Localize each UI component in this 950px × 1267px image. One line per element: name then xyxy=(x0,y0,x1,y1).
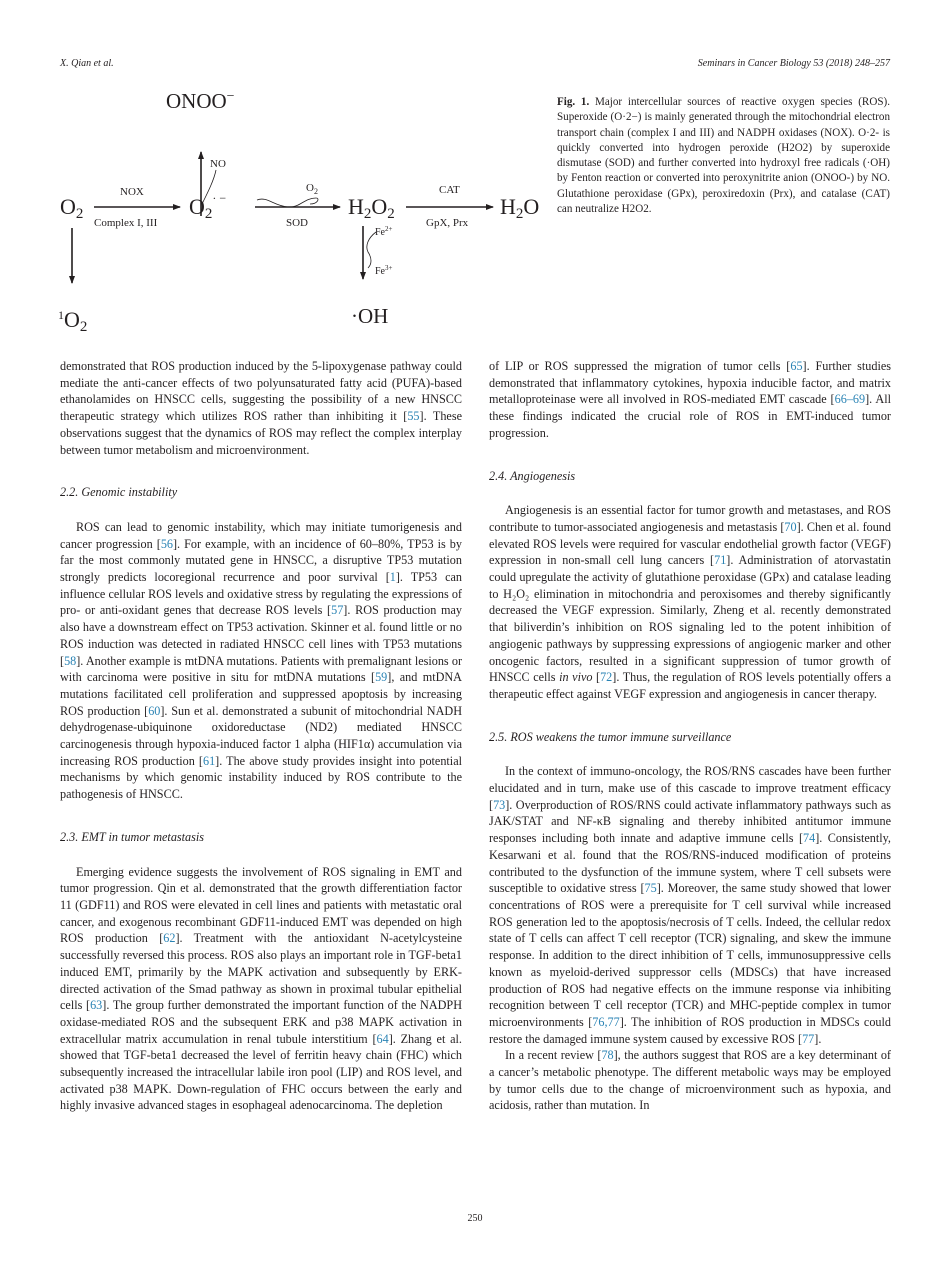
right-column xyxy=(489,358,891,1114)
label-fe3: $Fe^{3+}$ xyxy=(375,264,393,277)
section-heading-2-2: 2.2. Genomic instability xyxy=(60,485,178,500)
paragraph: demonstrated that ROS production induced by the 5-lipoxygenase pathway could mediate the anti-cancer effects of two polyunsaturated fatty acid (PUFA)-based ethanolamides on HNSCC cells, suggesting the possibility of a new HNSCC therapeutic strategy which utilizes ROS rather than inhibiting it [55]. These observations suggest that the dynamics of ROS may reflect the complex interplay between tumor metabolism and microenvironment. xyxy=(60,359,462,457)
citation-link[interactable]: 63 xyxy=(90,998,103,1013)
label-gpx-prx: GpX, Prx xyxy=(426,217,469,229)
label-fe2: $Fe^{2+}$ xyxy=(375,225,393,238)
section-heading-2-4: 2.4. Angiogenesis xyxy=(489,468,576,483)
node-h2o: H2O xyxy=(500,194,540,222)
figure-caption xyxy=(557,95,890,217)
running-header-authors: X. Qian et al. xyxy=(60,58,114,69)
paragraph: Angiogenesis is an essential factor for tumor growth and metastases, and ROS contribute to tumor-associated angiogenesis and metastasis [70]. Chen et al. found elevated ROS levels were required for vascular endothelial growth factor (VEGF) expression in non-small cell lung cancers [71]. Administration of atorvastatin could upregulate the activity of glutathione peroxidase (GPx) and catalase leading to H₂O₂ elimination in mitochondria and peroxisomes and thereby significantly decreased the VEGF expression. Similarly, Zheng et al. recently demonstrated that biliverdin’s inhibition on ROS signaling led to the potent inhibition of angiogenic pathways by suppressing expressions of angiogenic marker and other oncogenic factors, resulted in a significant suppression of tumor growth of HNSCC cells in vivo [72]. Thus, the regulation of ROS levels potentially offers a therapeutic effect against VEGF expression and angiogenesis in cancer therapy. xyxy=(489,503,891,701)
node-singlet-o2: $^1$O2 xyxy=(58,307,88,335)
citation-link[interactable]: 58 xyxy=(64,653,77,668)
node-hydroxyl: ·OH xyxy=(351,304,389,328)
citation-link[interactable]: 55 xyxy=(407,409,420,424)
citation-link[interactable]: 59 xyxy=(375,670,388,685)
citation-link[interactable]: 57 xyxy=(331,603,344,618)
paragraph: of LIP or ROS suppressed the migration of tumor cells [65]. Further studies demonstrated that inflammatory cytokines, hypoxia inducible factor, and matrix metalloproteinase were all involved in ROS-mediated EMT cascade [66–69]. All these findings indicated the crucial role of ROS in EMT-induced tumor progression. xyxy=(489,359,891,440)
citation-link[interactable]: 64 xyxy=(376,1031,389,1046)
label-no: NO xyxy=(210,158,226,170)
paragraph: ROS can lead to genomic instability, which may initiate tumorigenesis and cancer progression [56]. For example, with an incidence of 60–80%, TP53 is by far the most commonly mutated gene in HNSCC, a disruptive TP53 mutation strongly predicts locoregional recurrence and poor survival [1]. TP53 can influence cellular ROS levels and oxidative stress by regulating the expressions of pro- or anti-oxidant genes that decrease ROS levels [57]. ROS production may also have a downstream effect on TP53 activation. Skinner et al. found little or no ROS induction was detected in radiated HNSCC cell lines with TP53 mutations [58]. Another example is mtDNA mutations. Patients with premalignant lesions or with carcinoma were positive in situ for mtDNA mutations [59], and mtDNA mutations facilitated cell proliferation and suppressed apoptosis by increasing ROS production [60]. Sun et al. demonstrated a subunit of mitochondrial NADH dehydrogenase-ubiquinone oxidoreductase (ND2) mediated HNSCC carcinogenesis through hypoxia-induced factor 1 alpha (HIF1α) accumulation via increasing ROS production [61]. The above study provides insight into potential mechanisms by which genomic instability induced by ROS contribute to the pathogenesis of HNSCC. xyxy=(60,519,462,802)
paragraph: Emerging evidence suggests the involvement of ROS signaling in EMT and tumor progression. Qin et al. demonstrated that the growth differentiation factor 11 (GDF11) and ROS were elevated in cell lines and patients with metastatic oral cancer, and exogenous recombinant GDF11-induced EMT was depended on high ROS production [62]. Treatment with the antioxidant N-acetylcysteine successfully reversed this process. ROS also plays an important role in TGF-beta1 induced EMT, primarily by the MAPK activation and subsequently by ERK-directed activation of the Smad pathway as shown in proximal tubular epithelial cells [63]. The group further demonstrated the important function of the NADPH oxidase-mediated ROS and the subsequent ERK and p38 MAPK activation in extracellular matrix accumulation in renal tubule interstitium [64]. Zhang et al. showed that TGF-beta1 decreased the level of ferritin heavy chain (FHC) which subsequently increased the intracellular labile iron pool (LIP) and ROS level, and activated p38 MAPK. Down-regulation of FHC occurs between the early and highly invasive advanced stages in esophageal adenocarcinoma. The depletion xyxy=(60,864,462,1113)
label-sod: SOD xyxy=(286,217,309,229)
citation-link[interactable]: 66–69 xyxy=(834,392,866,407)
citation-link[interactable]: 75 xyxy=(644,881,657,896)
node-onoo: ONOO− xyxy=(166,89,235,113)
citation-link[interactable]: 56 xyxy=(160,536,173,551)
citation-link[interactable]: 77 xyxy=(802,1031,815,1046)
label-cat: CAT xyxy=(439,184,460,196)
citation-link[interactable]: 70 xyxy=(784,519,797,534)
paragraph: In a recent review [78], the authors suggest that ROS are a key determinant of a cancer’s metabolic phenotype. The different metabolic ways may be employed by tumor cells due to the change of microenvironment such as hypoxia, and acidosis, rather than mutation. In xyxy=(489,1048,891,1113)
running-header-journal: Seminars in Cancer Biology 53 (2018) 248–257 xyxy=(697,58,890,69)
label-nox: NOX xyxy=(120,186,144,198)
citation-link[interactable]: 72 xyxy=(600,670,613,685)
citation-link[interactable]: 61 xyxy=(202,753,216,768)
citation-link[interactable]: 73 xyxy=(493,797,506,812)
label-complex: Complex I, III xyxy=(94,217,158,229)
citation-link[interactable]: 71 xyxy=(714,553,727,568)
paragraph: In the context of immuno-oncology, the ROS/RNS cascades have been further elucidated and in turn, make use of this cascade to improve treatment efficacy [73]. Overproduction of ROS/RNS could activate inflammatory pathways such as JAK/STAT and NF-κB signaling and thereby inhibited antitumor immune responses including both innate and adaptive immune cells [74]. Consistently, Kesarwani et al. found that the ROS/RNS-induced modification of proteins contributed to the dysfunction of the immune system, where T cell subsets were susceptible to oxidative stress [75]. Moreover, the same study showed that lower concentrations of ROS were a prerequisite for T cell survival while increased ROS generation led to the apoptosis/necrosis of T cells. Indeed, the cellular redox state of T cells can affect T cell receptor (TCR) signaling, and skew the immune response. In addition to the direct inhibition of T cells, immunosuppressive cells known as myeloid-derived suppressor cells (MDSCs) that have increased production of ROS had negative effects on the immune response via inhibiting recognition between T cell receptor (TCR) and MHC-peptide complex in tumor microenvironments [76,77]. The inhibition of ROS production in MDSCs could restore the damaged immune system caused by excessive ROS [77]. xyxy=(489,764,891,1046)
section-heading-2-3: 2.3. EMT in tumor metastasis xyxy=(60,829,205,844)
citation-link[interactable]: 78 xyxy=(601,1048,614,1063)
node-superoxide: O2· − xyxy=(189,191,227,222)
citation-link[interactable]: 1 xyxy=(389,570,396,585)
node-o2: O2 xyxy=(60,194,84,222)
page-number: 250 xyxy=(467,1213,483,1224)
figure-caption-label: Fig. 1. xyxy=(557,96,590,108)
citation-link[interactable]: 76,77 xyxy=(592,1014,620,1029)
figure-ros-pathway xyxy=(52,80,552,340)
left-column xyxy=(60,358,462,1114)
citation-link[interactable]: 74 xyxy=(803,831,816,846)
citation-link[interactable]: 62 xyxy=(163,931,176,946)
citation-link[interactable]: 60 xyxy=(148,703,161,718)
figure-caption-text: Major intercellular sources of reactive oxygen species (ROS). Superoxide (O·2−) is mainly generated through the mitochondrial electron transport chain (complex I and III) and NADPH oxidases (NOX). O·2- is quickly converted into hydrogen peroxide (H2O2) by superoxide dismutase (SOD) and further converted into hydroxyl free radicals (·OH) by Fenton reaction or converted into peroxynitrite anion (ONOO-) by NO. Glutathione peroxidase (GPx), peroxiredoxin (Prx), and catalase (CAT) can neutralize H2O2. xyxy=(557,96,890,216)
section-heading-2-5: 2.5. ROS weakens the tumor immune surveillance xyxy=(489,729,732,744)
node-h2o2: H2O2 xyxy=(348,194,395,222)
label-o2-small: $O_2$ xyxy=(306,182,318,196)
citation-link[interactable]: 65 xyxy=(790,359,803,373)
